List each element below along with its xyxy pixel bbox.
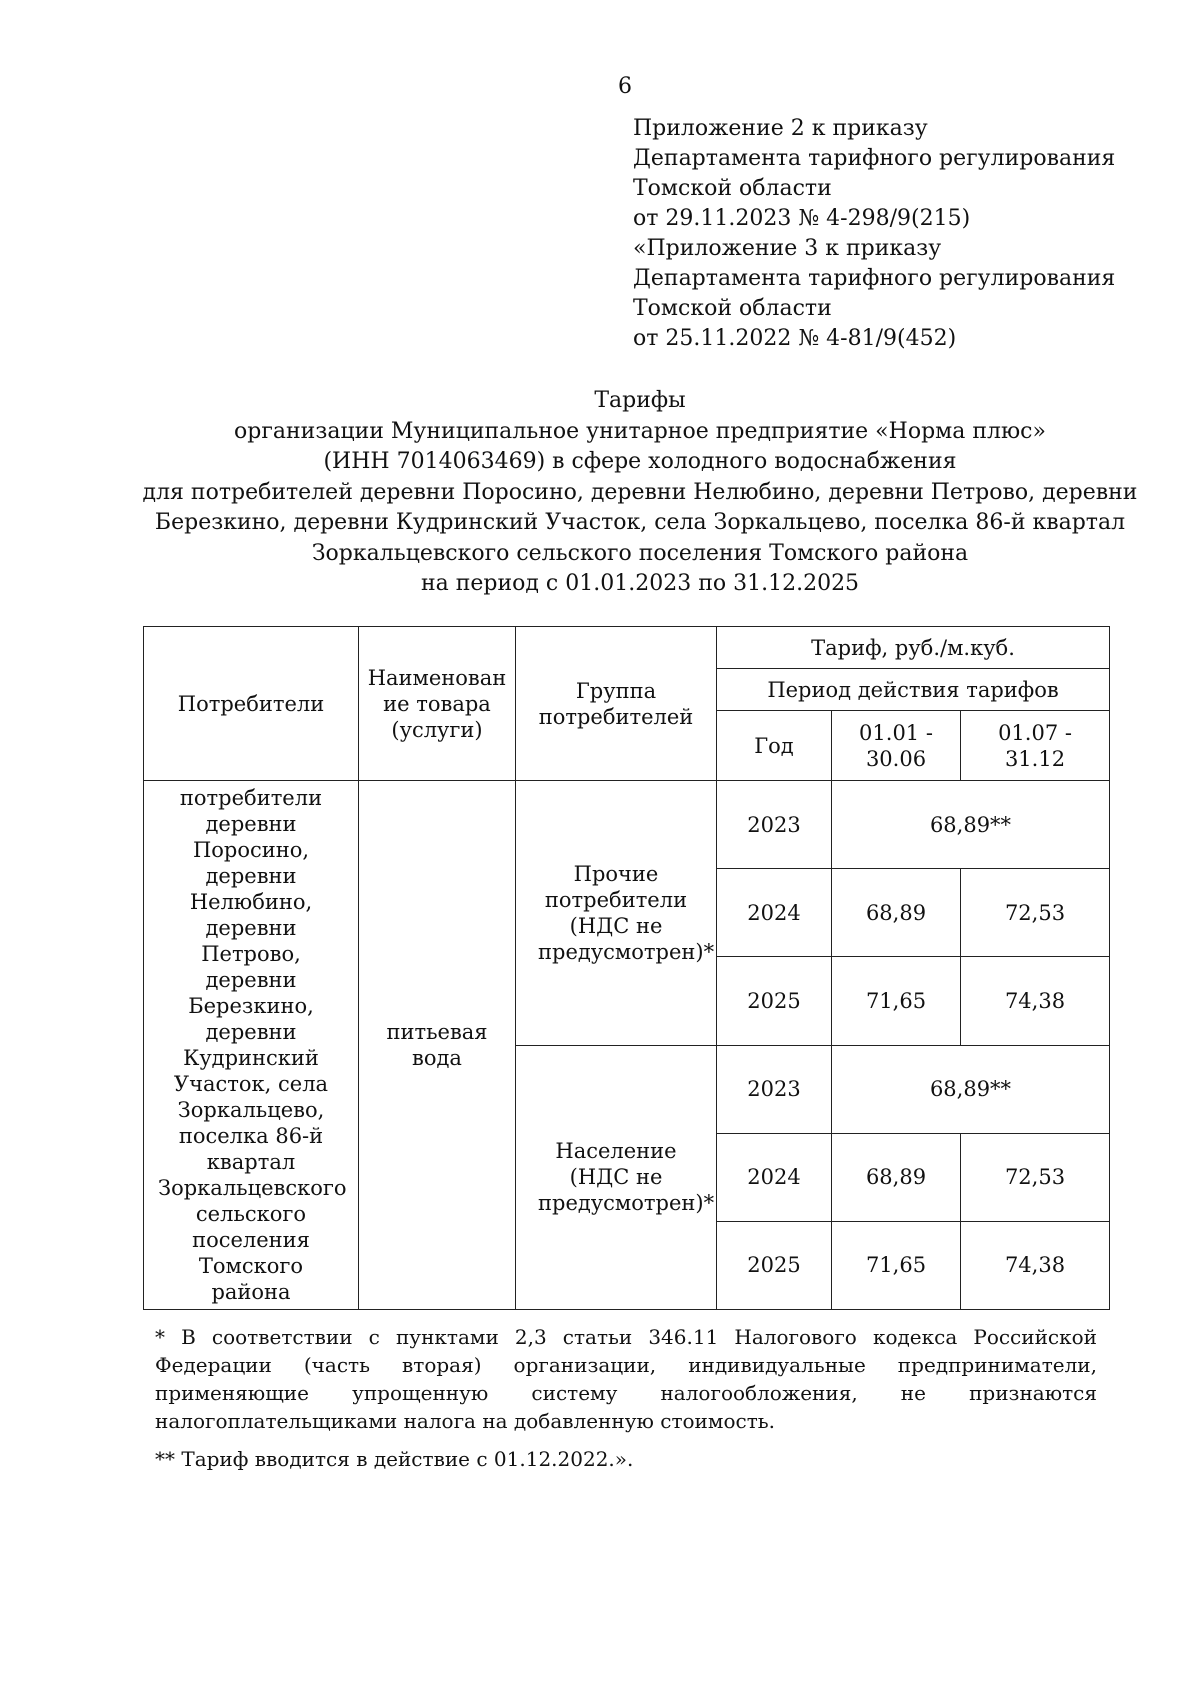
tariff-value-h1: 68,89	[832, 1133, 961, 1221]
group-cell: Население (НДС не предусмотрен)*	[516, 1045, 717, 1309]
tariff-value-h2: 74,38	[961, 957, 1110, 1045]
title-heading: Тарифы	[594, 388, 686, 413]
document-title	[140, 386, 1140, 600]
appendix-line: Департамента тарифного регулирования	[633, 146, 1116, 171]
header-consumers: Потребители	[144, 627, 359, 781]
title-line: организации Муниципальное унитарное предприятие «Норма плюс»	[234, 418, 1046, 444]
tariff-value-h1: 68,89	[832, 869, 961, 957]
appendix-line: от 25.11.2022 № 4-81/9(452)	[633, 326, 957, 351]
title-line: Зоркальцевского сельского поселения Томского района	[311, 540, 969, 566]
header-half1: 01.01 - 30.06	[832, 711, 961, 781]
header-period: Период действия тарифов	[717, 669, 1110, 711]
year-cell: 2023	[717, 781, 832, 869]
year-cell: 2023	[717, 1045, 832, 1133]
header-half2: 01.07 - 31.12	[961, 711, 1110, 781]
year-cell: 2025	[717, 1221, 832, 1309]
tariff-value-h2: 72,53	[961, 869, 1110, 957]
table-row	[144, 781, 1110, 869]
header-year: Год	[717, 711, 832, 781]
year-cell: 2025	[717, 957, 832, 1045]
appendix-line: Приложение 2 к приказу	[633, 116, 928, 141]
appendix-line: «Приложение 3 к приказу	[633, 236, 942, 261]
title-line: для потребителей деревни Поросино, деревни Нелюбино, деревни Петрово, деревни	[142, 479, 1138, 505]
tariff-value-h2: 74,38	[961, 1221, 1110, 1309]
title-line: (ИНН 7014063469) в сфере холодного водоснабжения	[323, 449, 957, 474]
group-cell: Прочие потребители (НДС не предусмотрен)*	[516, 781, 717, 1045]
appendix-line: от 29.11.2023 № 4-298/9(215)	[633, 206, 971, 231]
appendix-line: Томской области	[633, 176, 832, 201]
appendix-line: Томской области	[633, 296, 832, 321]
footnotes	[155, 1323, 1097, 1473]
tariff-value-merged: 68,89**	[832, 1045, 1110, 1133]
appendix-line: Департамента тарифного регулирования	[633, 266, 1116, 291]
product-cell: питьевая вода	[359, 781, 516, 1310]
title-line: на период с 01.01.2023 по 31.12.2025	[420, 571, 860, 596]
header-tariff: Тариф, руб./м.куб.	[717, 627, 1110, 669]
consumers-cell: потребители деревни Поросино, деревни Нелюбино, деревни Петрово, деревни Березкино, деревни Кудринский Участок, села Зоркальцево, поселка 86-й квартал Зоркальцевского сельского поселения Томского района	[144, 781, 359, 1310]
page-number: 6	[618, 74, 632, 99]
header-group: Группа потребителей	[516, 627, 717, 781]
year-cell: 2024	[717, 1133, 832, 1221]
appendix-reference	[633, 114, 1115, 354]
year-cell: 2024	[717, 869, 832, 957]
tariff-value-h2: 72,53	[961, 1133, 1110, 1221]
tariff-table	[143, 626, 1110, 1310]
footnote-vat: * В соответствии с пунктами 2,3 статьи 346.11 Налогового кодекса Российской Федерации (часть вторая) организации, индивидуальные предприниматели, применяющие упрощенную систему налогообложения, не признаются налогоплательщиками налога на добавленную стоимость.	[155, 1325, 1097, 1433]
footnote-effective-date: ** Тариф вводится в действие с 01.12.2022.».	[155, 1447, 634, 1471]
tariff-value-merged: 68,89**	[832, 781, 1110, 869]
header-product: Наименован ие товара (услуги)	[359, 627, 516, 781]
tariff-value-h1: 71,65	[832, 957, 961, 1045]
title-line: Березкино, деревни Кудринский Участок, села Зоркальцево, поселка 86-й квартал	[154, 510, 1126, 535]
tariff-value-h1: 71,65	[832, 1221, 961, 1309]
